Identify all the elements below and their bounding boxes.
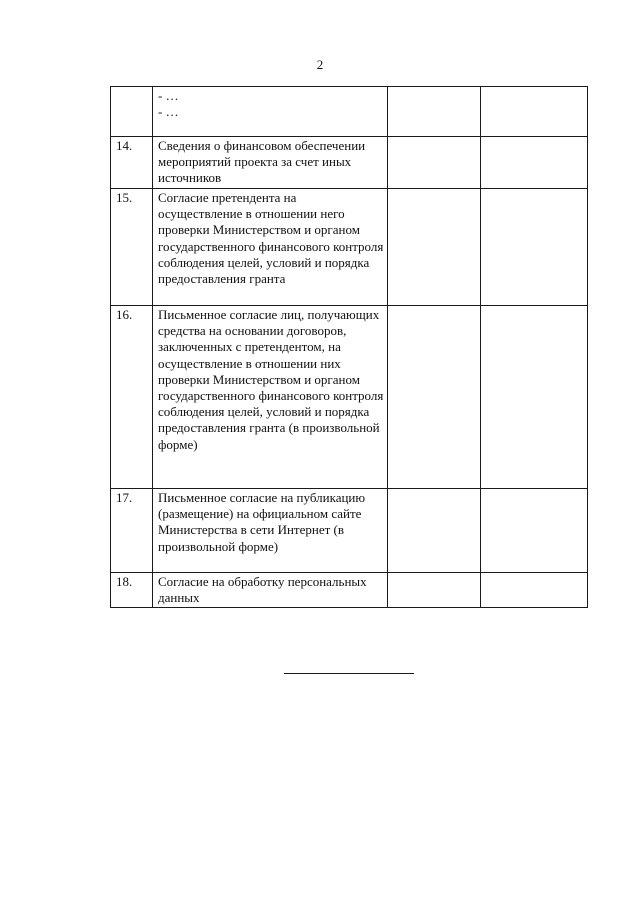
empty-cell [481,87,588,137]
empty-cell [481,137,588,189]
table-row [111,137,588,189]
row-description-cell [153,87,388,137]
row-description-cell: Письменное согласие лиц, получающих средства на основании договоров, заключенных с претендентом, на осуществление в отношении них проверки Министерством и органом государственного финансового контроля соблюдения целей, условий и порядка предоставления гранта (в произвольной форме) [153,306,388,489]
row-description-cell: Согласие претендента на осуществление в отношении него проверки Министерством и органом государственного финансового контроля соблюдения целей, условий и порядка предоставления гранта [153,189,388,306]
empty-cell [481,189,588,306]
row-description-cell: Письменное согласие на публикацию (размещение) на официальном сайте Министерства в сети Интернет (в произвольной форме) [153,489,388,573]
row-number-cell: 18. [111,573,153,608]
row-number-cell: 17. [111,489,153,573]
empty-cell [388,489,481,573]
row-number-cell: 15. [111,189,153,306]
table-row [111,306,588,489]
continuation-line: - … [158,104,179,120]
row-description-cell: Согласие на обработку персональных данных [153,573,388,608]
empty-cell [481,489,588,573]
row-number-cell [111,87,153,137]
table-row-continuation [111,87,588,137]
page-number: 2 [316,57,324,72]
row-description-cell: Сведения о финансовом обеспечении мероприятий проекта за счет иных источников [153,137,388,189]
empty-cell [388,137,481,189]
empty-cell [481,306,588,489]
row-number-cell: 14. [111,137,153,189]
documents-table [110,86,588,608]
empty-cell [388,306,481,489]
table-row [111,189,588,306]
empty-cell [388,189,481,306]
closing-rule-line [284,673,414,674]
continuation-line: - … [158,88,179,103]
row-number-cell: 16. [111,306,153,489]
empty-cell [388,87,481,137]
empty-cell [481,573,588,608]
table-row [111,489,588,573]
table-row [111,573,588,608]
empty-cell [388,573,481,608]
